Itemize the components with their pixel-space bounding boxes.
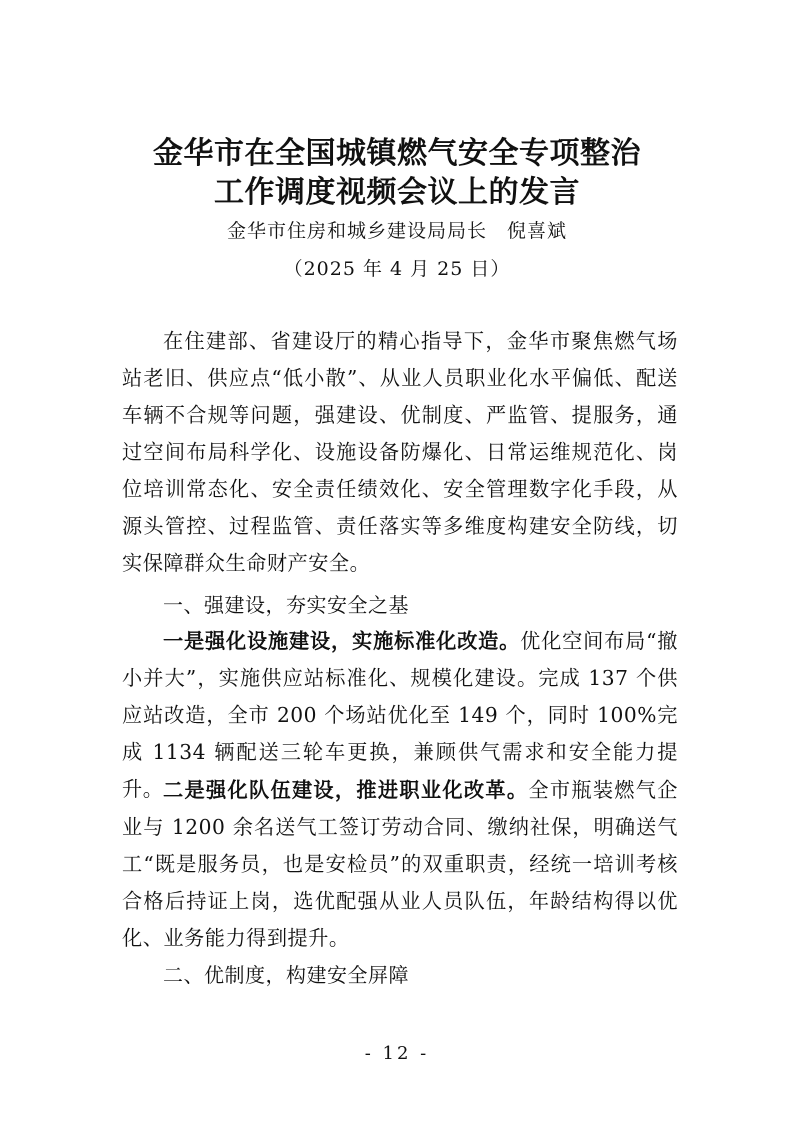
page-number: - 12 -: [364, 1043, 430, 1064]
item-1-lead: 一是强化设施建设，实施标准化改造。: [163, 629, 521, 653]
item-1-text: 优化空间布局“撤小并大”，实施供应站标准化、规模化建设。完成 137 个供应站改造，全市 200 个场站优化至 149 个，同时 100%完成 1134 辆配送三轮车更换，兼顾供气需求和安全能力提升。: [122, 629, 678, 801]
speech-date: （2025 年 4 月 25 日）: [283, 258, 511, 280]
section-1-heading: 一、强建设，夯实安全之基: [163, 593, 409, 617]
item-2-lead: 二是强化队伍建设，推进职业化改革。: [163, 778, 529, 802]
speaker-byline: 金华市住房和城乡建设局局长 倪喜斌: [226, 220, 567, 242]
document-title-line-2: 工作调度视频会议上的发言: [214, 175, 580, 210]
item-2-text: 全市瓶装燃气企业与 1200 余名送气工签订劳动合同、缴纳社保，明确送气工“既是服务员，也是安检员”的双重职责，经统一培训考核合格后持证上岗，选优配强从业人员队伍，年龄结构得以优化、业务能力得到提升。: [122, 778, 678, 950]
document-title-line-1: 金华市在全国城镇燃气安全专项整治: [153, 136, 641, 171]
item-2-paragraph: [122, 772, 678, 957]
intro-paragraph: 在住建部、省建设厅的精心指导下，金华市聚焦燃气场站老旧、供应点“低小散”、从业人员职业化水平偏低、配送车辆不合规等问题，强建设、优制度、严监管、提服务，通过空间布局科学化、设施设备防爆化、日常运维规范化、岗位培训常态化、安全责任绩效化、安全管理数字化手段，从源头管控、过程监管、责任落实等多维度构建安全防线，切实保障群众生命财产安全。: [122, 329, 678, 575]
section-2-heading: 二、优制度，构建安全屏障: [163, 963, 409, 987]
